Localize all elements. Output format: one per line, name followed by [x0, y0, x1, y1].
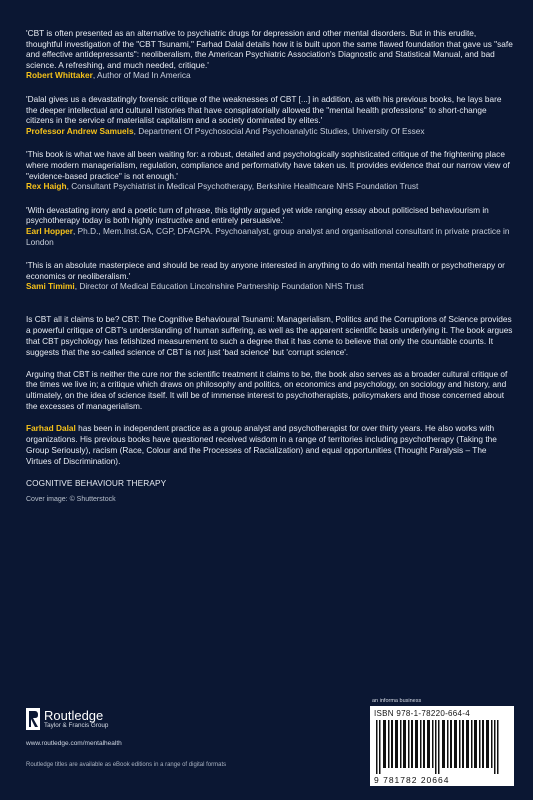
back-cover-content — [26, 28, 514, 503]
quote-affiliation: , Author of Mad In America — [92, 70, 191, 81]
quote-text: 'This book is what we have all been waiting for: a robust, detailed and psychologically sophisticated critique of the frightening place where modern managerialism, regulation, compliance and performativity have taken us. It provides evidence that our narrow view of "evidence-based practice" is not enough.' — [26, 149, 510, 181]
publisher-url[interactable]: www.routledge.com/mentalhealth — [26, 740, 122, 747]
endorsement-quote — [26, 260, 514, 292]
book-description — [26, 314, 514, 467]
endorsement-quote — [26, 149, 514, 191]
quote-author: Robert Whittaker — [26, 70, 93, 81]
quote-attribution — [26, 126, 514, 137]
barcode-icon — [376, 720, 508, 774]
quote-affiliation: , Department Of Psychosocial And Psychoanalytic Studies, University Of Essex — [133, 125, 425, 136]
quote-text: 'This is an absolute masterpiece and should be read by anyone interested in anything to do with mental health or psychotherapy or economics or neoliberalism.' — [26, 260, 505, 281]
publisher-logo — [26, 708, 108, 730]
author-bio — [26, 423, 514, 467]
endorsement-quote — [26, 205, 514, 247]
quote-affiliation: , Director of Medical Education Lincolnshire Partnership Foundation NHS Trust — [74, 281, 364, 292]
quote-attribution — [26, 281, 514, 292]
quote-attribution — [26, 181, 514, 192]
quote-attribution — [26, 226, 514, 247]
informa-tagline: an informa business — [372, 698, 422, 704]
publisher-name: Routledge — [44, 708, 104, 723]
quote-affiliation: , Ph.D., Mem.Inst.GA, CGP, DFAGPA. Psychoanalyst, group analyst and organisational consultant in private practice in London — [26, 225, 510, 247]
endorsement-quote — [26, 94, 514, 136]
description-paragraph: Arguing that CBT is neither the cure nor the scientific treatment it claims to be, the book also serves as a broader cultural critique of the times we live in; a critique which draws on philosophy and politics, on economics and psychology, on sociology and history, and ultimately, on the idea of science itself. It will be of immense interest to psychotherapists, policymakers and those concerned about the excesses of managerialism. — [26, 368, 508, 412]
isbn-label: ISBN 978-1-78220-664-4 — [374, 709, 470, 718]
subject-category: COGNITIVE BEHAVIOUR THERAPY — [26, 477, 167, 488]
routledge-logo-icon — [26, 708, 40, 730]
quote-attribution — [26, 70, 514, 81]
quote-author: Professor Andrew Samuels — [26, 125, 134, 136]
quote-affiliation: , Consultant Psychiatrist in Medical Psychotherapy, Berkshire Healthcare NHS Foundation Trust — [66, 181, 419, 192]
quote-text: 'CBT is often presented as an alternative to psychiatric drugs for depression and other mental disorders. But in this erudite, thoughtful investigation of the "CBT Tsunami," Farhad Dalal details how it is built upon the same flawed foundation that gave us "safe and effective antidepressants": neoliberalism, the American Psychiatric Association's Diagnostic and Statistical Manual, and bad science. A refreshing, and much needed, critique.' — [26, 28, 513, 70]
author-bio-text: has been in independent practice as a group analyst and psychotherapist for over thirty years. He also works with organizations. His previous books have questioned received wisdom in a range of territories including psychotherapy (Taking the Group Seriously), racism (Race, Colour and the Processes of Racialization) and equal opportunities (Thought Paralysis – The Virtues of Discrimination). — [26, 423, 497, 466]
quote-text: 'With devastating irony and a poetic turn of phrase, this tightly argued yet wide ranging essay about politicised behaviourism in psychotherapy today is both highly instructive and entirely persuasive.' — [26, 204, 489, 226]
author-name: Farhad Dalal — [26, 423, 76, 434]
description-paragraph: Is CBT all it claims to be? CBT: The Cognitive Behavioural Tsunami: Managerialism, Politics and the Corruptions of Science provides a powerful critique of CBT's understanding of human suffering, as well as the apparent scientific basis underlying it. The book argues that CBT psychology has fetishized measurement to such a degree that it has come to believe that only the countable counts. It suggests that the so-called science of CBT is not just 'bad science' but 'corrupt science'. — [26, 313, 513, 357]
endorsement-quote — [26, 28, 514, 81]
quote-author: Earl Hopper — [26, 225, 74, 236]
quote-author: Sami Timimi — [26, 281, 75, 292]
ebook-note: Routledge titles are available as eBook editions in a range of digital formats — [26, 762, 227, 768]
publisher-group: Taylor & Francis Group — [44, 722, 109, 729]
barcode-digits: 9 781782 20664 — [374, 775, 450, 785]
quote-author: Rex Haigh — [26, 181, 67, 192]
cover-credit: Cover image: © Shutterstock — [26, 495, 116, 503]
quote-text: 'Dalal gives us a devastatingly forensic critique of the weaknesses of CBT [...] in addition, as with his previous books, he lays bare the deeper intellectual and cultural histories that have conspiratorially allowed the "mental health professions" to short-change citizens in the service of materialist capitalism and a society dominated by elites.' — [26, 93, 502, 126]
